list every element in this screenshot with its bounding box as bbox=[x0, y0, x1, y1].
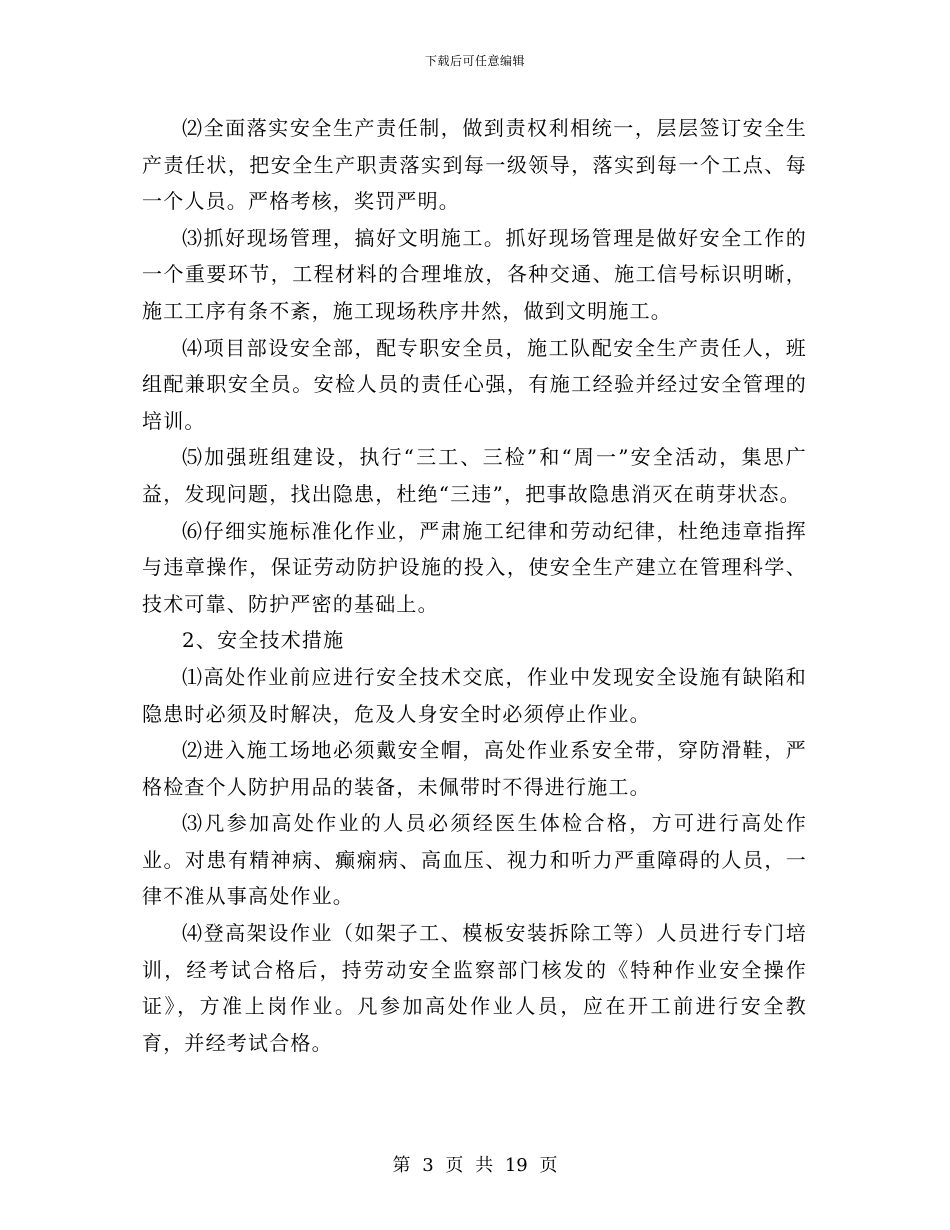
section-heading-safety-measures: 2、安全技术措施 bbox=[182, 628, 345, 653]
page-number-footer: 第 3 页 共 19 页 bbox=[392, 1155, 558, 1176]
paragraph-team-building: ⑸加强班组建设，执行“三工、三检”和“周一”安全活动，集思广益，发现问题，找出隐患，杜绝“三违”，把事故隐患消灭在萌芽状态。 bbox=[142, 445, 807, 506]
paragraph-technical-briefing: ⑴高处作业前应进行安全技术交底，作业中发现安全设施有缺陷和隐患时必须及时解决，危及人身安全时必须停止作业。 bbox=[142, 664, 807, 726]
paragraph-site-management: ⑶抓好现场管理，搞好文明施工。抓好现场管理是做好安全工作的一个重要环节，工程材料的合理堆放，各种交通、施工信号标识明晰，施工工序有条不紊，施工现场秩序井然，做到文明施工。 bbox=[142, 225, 807, 323]
document-body bbox=[142, 110, 807, 1061]
paragraph-standard-operation: ⑹仔细实施标准化作业，严肃施工纪律和劳动纪律，杜绝违章指挥与违章操作，保证劳动防护设施的投入，使安全生产建立在管理科学、技术可靠、防护严密的基础上。 bbox=[142, 518, 807, 616]
paragraph-protective-equipment: ⑵进入施工场地必须戴安全帽，高处作业系安全带，穿防滑鞋，严格检查个人防护用品的装备，未佩带时不得进行施工。 bbox=[142, 738, 807, 799]
paragraph-special-training: ⑷登高架设作业（如架子工、模板安装拆除工等）人员进行专门培训，经考试合格后，持劳动安全监察部门核发的《特种作业安全操作证》，方准上岗作业。凡参加高处作业人员，应在开工前进行安全教育，并经考试合格。 bbox=[142, 921, 807, 1055]
page-header: 下载后可任意编辑 bbox=[424, 54, 525, 68]
paragraph-safety-responsibility: ⑵全面落实安全生产责任制，做到责权利相统一，层层签订安全生产责任状，把安全生产职责落实到每一级领导，落实到每一个工点、每一个人员。严格考核，奖罚严明。 bbox=[142, 116, 807, 214]
paragraph-safety-department: ⑷项目部设安全部，配专职安全员，施工队配安全生产责任人，班组配兼职安全员。安检人员的责任心强，有施工经验并经过安全管理的培训。 bbox=[142, 335, 807, 433]
paragraph-health-check: ⑶凡参加高处作业的人员必须经医生体检合格，方可进行高处作业。对患有精神病、癫痫病、高血压、视力和听力严重障碍的人员，一律不准从事高处作业。 bbox=[142, 811, 807, 909]
